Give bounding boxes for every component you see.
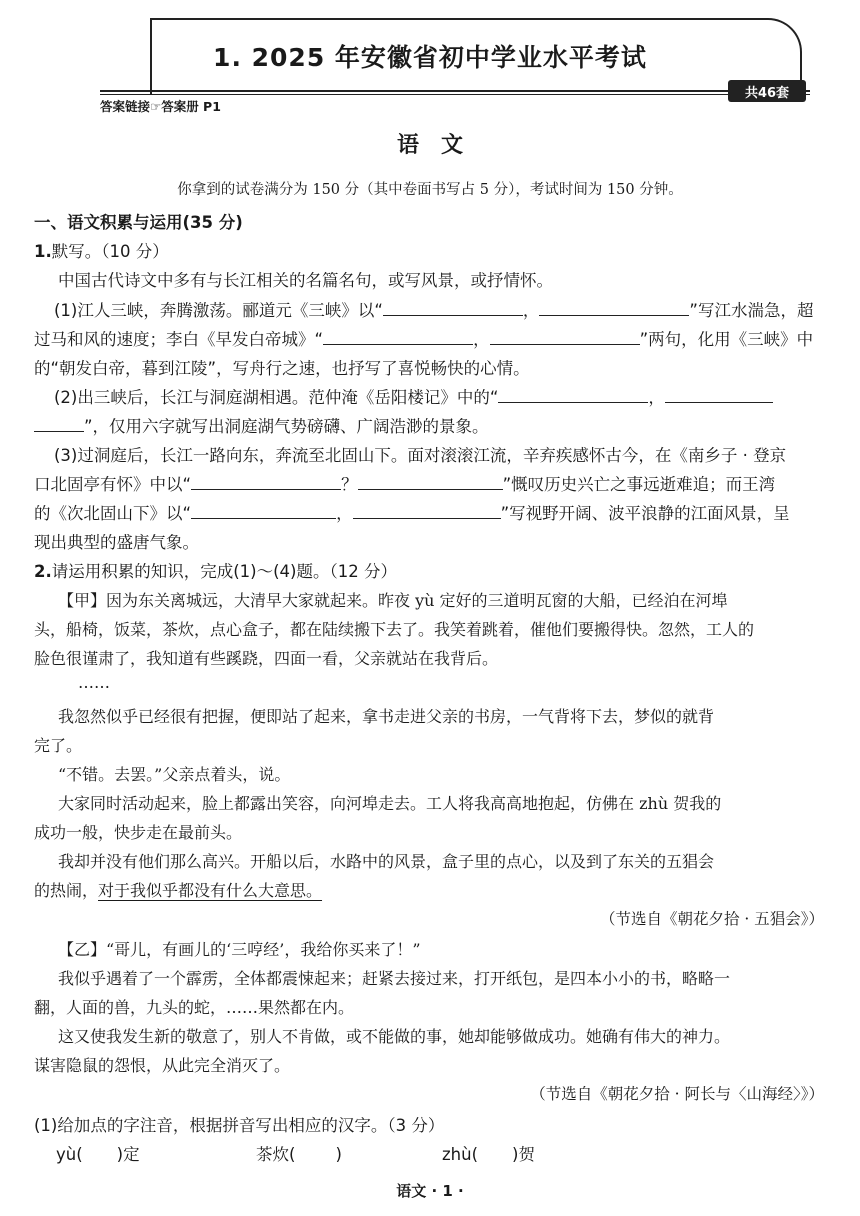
set-count-badge: 共46套 [728,80,806,102]
text: 的《次北固山下》以“ [34,504,192,523]
passage-yi-line5: 谋害隐鼠的怨恨，从此完全消灭了。 [34,1056,291,1075]
passage-jia-line2: 头，船椅，饭菜，茶炊，点心盒子，都在陆续搬下去了。我笑着跳着，催他们要搬得快。忽然，工人的 [34,620,755,639]
exam-title: 1. 2025 年安徽省初中学业水平考试 [213,43,647,72]
answer-blank[interactable] [539,297,689,316]
text: ， [473,330,490,349]
exam-instructions: 你拿到的试卷满分为 150 分（其中卷面书写占 5 分），考试时间为 150 分钟。 [177,182,683,198]
text: yù( [56,1145,83,1164]
question-2-title [34,558,397,582]
passage-jia-line6: “不错。去罢。”父亲点着头，说。 [58,765,291,784]
text: (2)出三峡后，长江与洞庭湖相遇。范仲淹《岳阳楼记》中的“ [54,388,499,407]
passage-jia-line8: 成功一般，快步走在最前头。 [34,823,243,842]
underlined-sentence: 对于我似乎都没有什么大意思。 [98,881,323,900]
question-number: 1. [34,242,52,261]
text: ”两句，化用《三峡》中 [639,330,814,349]
q1-part2-line1 [54,384,773,408]
text: ， [336,504,353,523]
subject-title: 语 文 [396,133,463,158]
answer-item-chachui[interactable] [256,1141,342,1165]
passage-jia-line5: 完了。 [34,736,83,755]
q1-intro: 中国古代诗文中多有与长江相关的名篇名句，或写风景，或抒情怀。 [58,271,553,290]
text: ， [522,301,540,320]
text: (1)江人三峡，奔腾激荡。郦道元《三峡》以“ [54,301,383,320]
q1-part3-line2 [34,471,775,495]
question-title-text: 请运用积累的知识，完成(1)～(4)题。（12 分） [51,562,397,581]
answer-blank[interactable] [383,297,523,316]
passage-jia-line1: 【甲】因为东关离城远，大清早大家就起来。昨夜 yù 定好的三道明瓦窗的大船，已经泊在河埠 [58,591,728,610]
text: )定 [116,1145,140,1164]
sub-question-1: (1)给加点的字注音，根据拼音写出相应的汉字。（3 分） [34,1116,445,1135]
passage-yi-line4: 这又使我发生新的敬意了，别人不肯做，或不能做的事，她却能够做成功。她确有伟大的神力。 [58,1027,731,1046]
passage-jia-line4: 我忽然似乎已经很有把握，便即站了起来，拿书走进父亲的书房，一气背将下去，梦似的就背 [58,707,715,726]
text: ， [648,388,665,407]
passage-yi-line3: 翻，人面的兽，九头的蛇，……果然都在内。 [34,998,355,1017]
answer-link: 答案链接☞答案册 P1 [100,99,221,114]
passage-jia-line7: 大家同时活动起来，脸上都露出笑容，向河埠走去。工人将我高高地抱起，仿佛在 zhù 贺我的 [58,794,722,813]
q1-part3-line3 [34,500,790,524]
q1-part3-line4: 现出典型的盛唐气象。 [34,533,199,552]
text: zhù( [442,1145,479,1164]
passage-yi-line1: 【乙】“哥儿，有画儿的‘三哼经’，我给你买来了！” [58,940,421,959]
text: ？ [341,475,358,494]
q1-part1-line2 [34,326,813,350]
passage-yi-source: （节选自《朝花夕拾 · 阿长与〈山海经〉》） [530,1085,824,1103]
passage-jia-source: （节选自《朝花夕拾 · 五猖会》） [599,910,824,928]
question-number: 2. [34,562,52,581]
text: ) [335,1145,342,1164]
answer-blank[interactable] [490,326,640,345]
page-footer: 语文 · 1 · [396,1182,464,1200]
text: )贺 [512,1145,535,1164]
answer-blank[interactable] [323,326,473,345]
text: 的热闹， [34,881,99,900]
q1-part2-line2 [34,413,489,437]
answer-blank[interactable] [353,500,501,519]
text: ”慨叹历史兴亡之事远逝难追；而王湾 [502,475,776,494]
passage-jia-line3: 脸色很谨肃了，我知道有些蹊跷，四面一看，父亲就站在我背后。 [34,649,499,668]
passage-yi-line2: 我似乎遇着了一个霹雳，全体都震悚起来；赶紧去接过来，打开纸包，是四本小小的书，略略一 [58,969,731,988]
q1-part1-line1 [54,297,813,321]
answer-item-zhu[interactable] [442,1141,535,1165]
passage-jia-line10 [34,878,322,901]
passage-jia-line9: 我却并没有他们那么高兴。开船以后，水路中的风景，盒子里的点心，以及到了东关的五猖会 [58,852,715,871]
answer-blank[interactable] [191,500,336,519]
header-rule-thin [100,94,810,95]
answer-blank[interactable] [34,413,84,432]
question-1-title [34,238,169,262]
answer-blank[interactable] [191,471,341,490]
text: 过马和风的速度；李白《早发白帝城》“ [34,330,324,349]
section-heading: 一、语文积累与运用(35 分) [34,213,243,232]
q1-part3-line1: (3)过洞庭后，长江一路向东，奔流至北固山下。面对滚滚江流，辛弃疾感怀古今，在《南乡子 · 登京 [54,446,787,465]
header-rule [100,90,810,92]
text: 茶炊( [256,1145,296,1164]
text: ”写视野开阔、波平浪静的江面风景，呈 [500,504,790,523]
question-title-text: 默写。（10 分） [51,242,169,261]
ellipsis: …… [78,673,110,692]
q1-part1-line3: 的“朝发白帝，暮到江陵”，写舟行之速，也抒写了喜悦畅快的心情。 [34,359,530,378]
text: 口北固亭有怀》中以“ [34,475,192,494]
text: ”写江水湍急，超 [689,301,814,320]
answer-blank[interactable] [358,471,503,490]
text: ”，仅用六字就写出洞庭湖气势磅礴、广阔浩渺的景象。 [84,417,489,436]
answer-blank[interactable] [665,384,773,403]
answer-item-yu[interactable] [56,1141,140,1165]
answer-blank[interactable] [498,384,648,403]
